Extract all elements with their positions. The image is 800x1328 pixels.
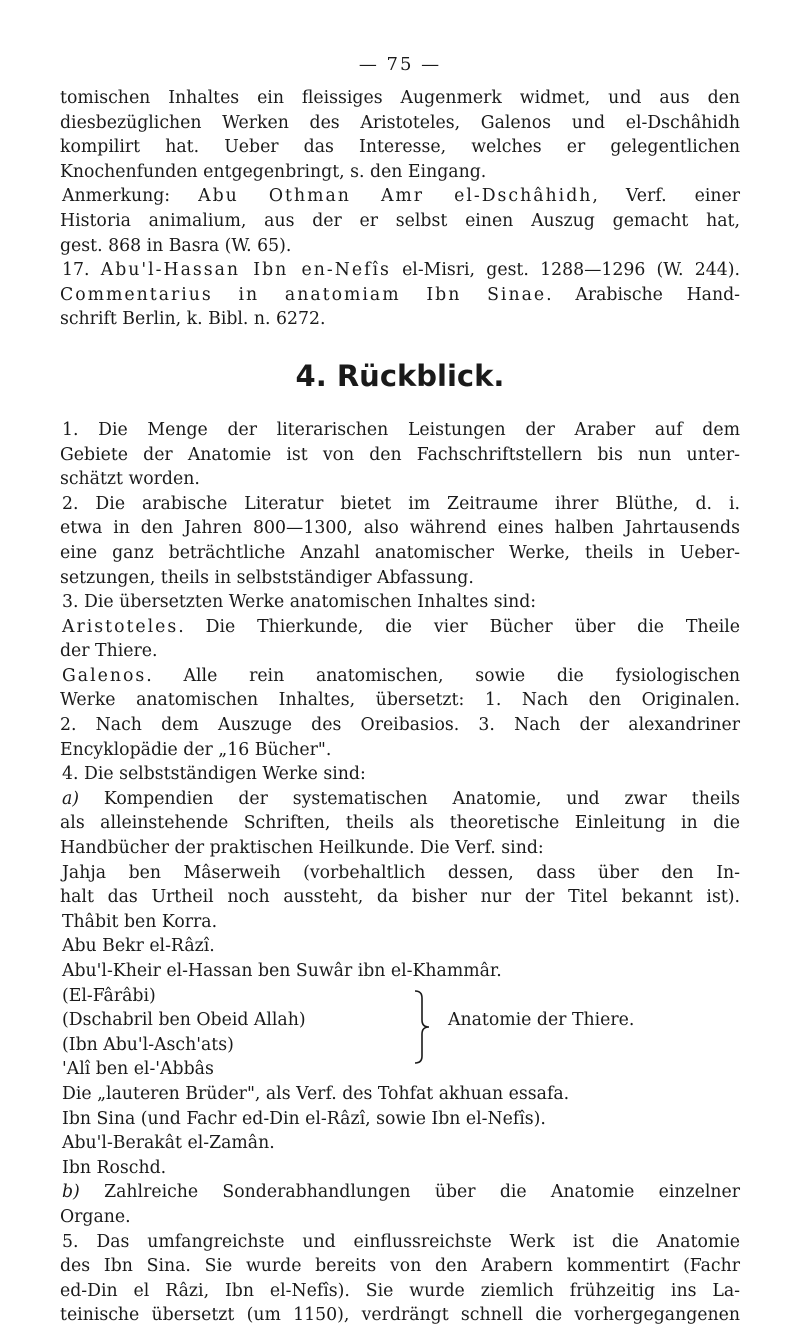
- list-marker: b): [62, 1182, 80, 1203]
- text-line: des Ibn Sina. Sie wurde bereits von den Arabern kommentirt (Fachr: [60, 1256, 740, 1277]
- text-line: 2. Die arabische Literatur bietet im Zeitraume ihrer Blüthe, d. i.: [62, 493, 740, 514]
- author-name: Abu Othman Amr el-Dschâhidh: [198, 186, 593, 207]
- page-body: [60, 86, 740, 1328]
- text-fragment: Kompendien der systematischen Anatomie, und zwar theils: [79, 788, 740, 809]
- author-line: Abu'l-Berakât el-Zamân.: [62, 1133, 275, 1154]
- author-name: Galenos: [62, 665, 147, 686]
- author-group: [60, 984, 740, 1082]
- text-line: Gebiete der Anatomie ist von den Fachschriftstellern bis nun unter-: [60, 444, 740, 465]
- author-name: Aristoteles: [62, 616, 179, 637]
- text-fragment: , Verf. einer: [592, 186, 740, 207]
- page-number: — 75 —: [358, 54, 442, 75]
- text-fragment: . Alle rein anatomischen, sowie die fysiologischen: [146, 665, 740, 686]
- text-line: schrift Berlin, k. Bibl. n. 6272.: [60, 309, 326, 330]
- text-line: etwa in den Jahren 800—1300, also während eines halben Jahrtausends: [60, 518, 740, 539]
- entry-number: 17.: [62, 260, 101, 281]
- author-line: Ibn Roschd.: [62, 1157, 167, 1178]
- text-line: kompilirt hat. Ueber das Interesse, welches er gelegentlichen: [60, 137, 740, 158]
- text-line: diesbezüglichen Werken des Aristoteles, Galenos und el-Dschâhidh: [60, 112, 740, 133]
- text-line: 1. Die Menge der literarischen Leistungen der Araber auf dem: [62, 419, 740, 440]
- text-fragment: el-Misri, gest. 1288—1296 (W. 244).: [390, 260, 740, 281]
- text-line: ed-Din el Râzi, Ibn el-Nefîs). Sie wurde ziemlich frühzeitig ins La-: [60, 1280, 740, 1301]
- text-line: [60, 283, 740, 308]
- section-heading: 4. Rückblick.: [295, 358, 505, 393]
- text-line: [60, 1180, 740, 1205]
- author-line: (Ibn Abu'l-Asch'ats): [62, 1034, 234, 1055]
- group-label: Anatomie der Thiere.: [448, 1010, 635, 1031]
- curly-brace-icon: [413, 990, 431, 1064]
- text-line: Knochenfunden entgegenbringt, s. den Eingang.: [60, 161, 487, 182]
- author-line: (El-Fârâbi): [62, 985, 156, 1006]
- text-line: 5. Das umfangreichste und einflussreichste Werk ist die Anatomie: [62, 1231, 740, 1252]
- text-line: tomischen Inhaltes ein fleissiges Augenmerk widmet, und aus den: [60, 88, 740, 108]
- text-line: als alleinstehende Schriften, theils als theoretische Einleitung in die: [60, 813, 740, 834]
- author-name: Abu'l-Hassan Ibn en-Nefîs: [100, 260, 391, 281]
- text-line: Werke anatomischen Inhaltes, übersetzt: 1. Nach den Originalen.: [60, 690, 740, 711]
- text-line: 2. Nach dem Auszuge des Oreibasios. 3. Nach der alexandriner: [60, 715, 740, 736]
- author-line: 'Alî ben el-'Abbâs: [62, 1059, 214, 1080]
- text-line: [60, 787, 740, 812]
- annotation-label: Anmerkung:: [62, 186, 199, 207]
- author-line: Thâbit ben Korra.: [62, 911, 218, 932]
- list-marker: a): [62, 788, 80, 809]
- text-line: Historia animalium, aus der er selbst einen Auszug gemacht hat,: [60, 210, 740, 231]
- text-line: Encyklopädie der „16 Bücher".: [60, 739, 332, 760]
- text-line: schätzt worden.: [60, 469, 200, 490]
- entry-17: [60, 258, 740, 283]
- author-line: Ibn Sina (und Fachr ed-Din el-Râzî, sowie Ibn el-Nefîs).: [62, 1108, 546, 1129]
- author-line: (Dschabril ben Obeid Allah): [62, 1010, 306, 1031]
- annotation-line: [60, 184, 740, 209]
- work-title: Commentarius in anatomiam Ibn Sinae: [60, 284, 547, 305]
- text-line: Handbücher der praktischen Heilkunde. Die Verf. sind:: [60, 838, 544, 859]
- text-line: Jahja ben Mâserweih (vorbehaltlich dessen, dass über den In-: [62, 862, 740, 883]
- text-line: 4. Die selbstständigen Werke sind:: [62, 764, 366, 785]
- text-line: teinische übersetzt (um 1150), verdrängt schnell die vorhergegangenen: [60, 1305, 740, 1326]
- author-line: Abu Bekr el-Râzî.: [62, 936, 215, 957]
- text-fragment: . Arabische Hand-: [546, 284, 741, 305]
- text-line: gest. 868 in Basra (W. 65).: [60, 235, 292, 256]
- author-line: Abu'l-Kheir el-Hassan ben Suwâr ibn el-Khammâr.: [62, 961, 502, 981]
- text-line: setzungen, theils in selbstständiger Abfassung.: [60, 567, 474, 588]
- text-line: Organe.: [60, 1206, 131, 1227]
- text-line: [60, 615, 740, 640]
- text-line: der Thiere.: [60, 641, 158, 662]
- text-fragment: . Die Thierkunde, die vier Bücher über die Theile: [178, 616, 740, 637]
- author-line: Die „lauteren Brüder", als Verf. des Tohfat akhuan essafa.: [62, 1083, 570, 1104]
- text-line: halt das Urtheil noch aussteht, da bisher nur der Titel bekannt ist).: [60, 887, 740, 908]
- text-fragment: Zahlreiche Sonderabhandlungen über die Anatomie einzelner: [79, 1182, 740, 1203]
- text-line: eine ganz beträchtliche Anzahl anatomischer Werke, theils in Ueber-: [60, 542, 740, 563]
- text-line: 3. Die übersetzten Werke anatomischen Inhaltes sind:: [62, 592, 537, 613]
- text-line: [60, 664, 740, 689]
